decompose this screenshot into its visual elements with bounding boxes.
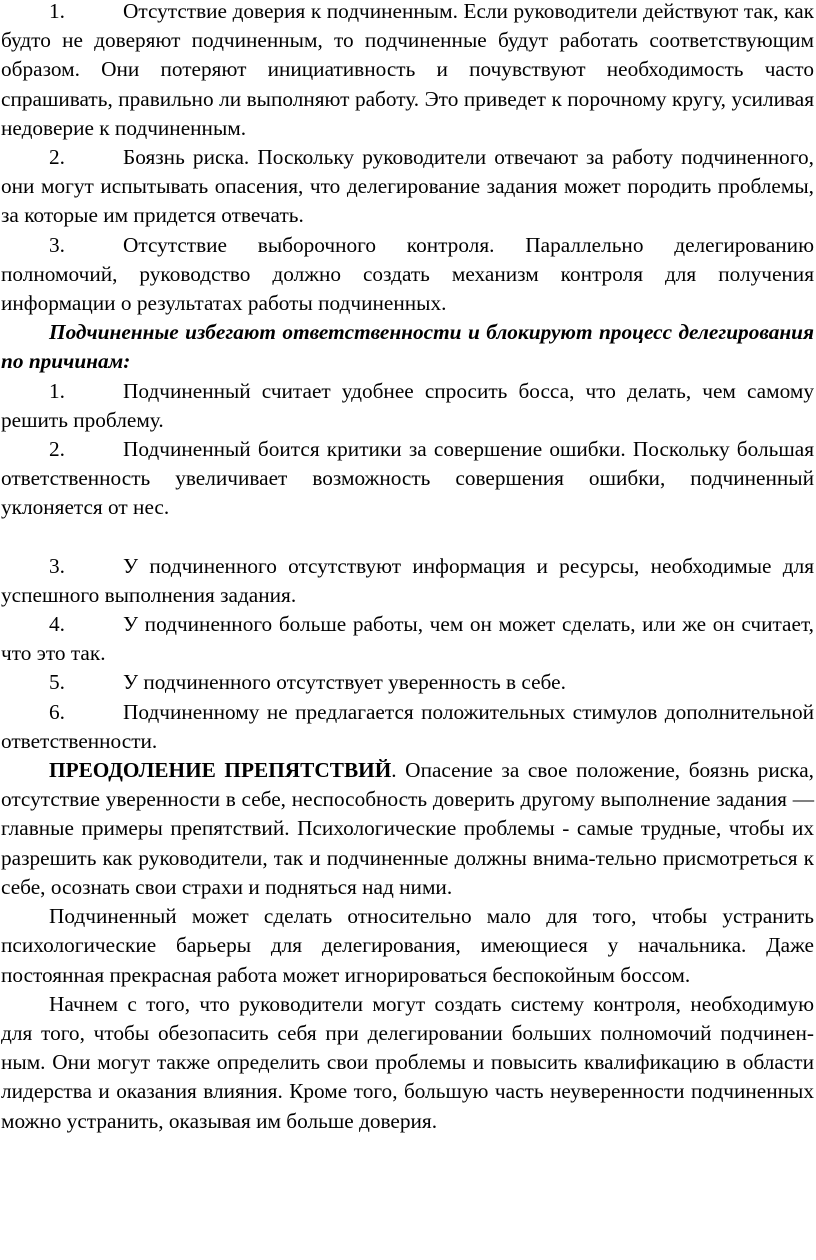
list2-item-2-number: 2. [49, 437, 65, 462]
overcoming-text: . Опасение за свое положение, боязнь риска, отсутствие уверенности в себе, неспособность доверить другому выполнение задания —главные примеры препятствий. Психологические проблемы - самые трудные, чтобы их разрешить как руководители, так и подчиненные должны внима-тельно присмотреться к себе, осознать свои страхи и подняться над ними. [1, 758, 814, 899]
overcoming-heading: ПРЕОДОЛЕНИЕ ПРЕПЯТСТВИЙ [49, 758, 392, 783]
list2-item-2 [1, 435, 814, 523]
list1-item-1 [1, 0, 814, 143]
list1-item-3-number: 3. [49, 232, 65, 257]
list1-item-3-text: Отсутствие выборочного контроля. Параллельно делегированию полномочий, руководство должно создать механизм контроля для получения информации о результатах работы подчиненных. [1, 232, 814, 316]
blank-line [1, 523, 814, 552]
start-paragraph: Начнем с того, что руководители могут создать систему контроля, необходимую для того, чтобы обезопасить себя при делегировании больших полномочий подчинен-ным. Они могут также определить свои проблемы и повысить квалификацию в области лидерства и оказания влияния. Кроме того, большую часть неуверенности подчиненных можно устранить, оказывая им больше доверия. [1, 991, 814, 1133]
list2-item-1 [1, 377, 814, 435]
list1-item-1-number: 1. [49, 0, 65, 23]
list2-item-5-text: У подчиненного отсутствует уверенность в себе. [123, 670, 566, 695]
list2-item-4-number: 4. [49, 612, 65, 637]
list2-item-3 [1, 552, 814, 610]
subheading: Подчиненные избегают ответственности и блокируют процесс делегирования по причинам: [1, 320, 814, 374]
list2-item-5-number: 5. [49, 670, 65, 695]
list2-item-6-text: Подчиненному не предлагается положительных стимулов дополнительной ответственности. [1, 699, 814, 753]
list2-item-1-number: 1. [49, 378, 65, 403]
list2-item-2-text: Подчиненный боится критики за совершение ошибки. Поскольку большая ответственность увеличивает возможность совершения ошибки, подчиненный уклоняется от нес. [1, 437, 814, 520]
list1-item-2-number: 2. [49, 145, 65, 170]
list1-item-2-text: Боязнь риска. Поскольку руководители отвечают за работу подчиненного, они могут испытывать опасения, что делегирование задания может породить проблемы, за которые им придется отвечать. [1, 145, 814, 228]
list1-item-3 [1, 231, 814, 319]
list2-item-6 [1, 698, 814, 756]
list2-item-1-text: Подчиненный считает удобнее спросить босса, что делать, чем самому решить проблему. [1, 378, 814, 432]
list1-item-2 [1, 143, 814, 231]
list2-item-4-text: У подчиненного больше работы, чем он может сделать, или же он считает, что это так. [1, 612, 814, 666]
list2-item-5 [1, 668, 814, 697]
list2-item-3-text: У подчиненного отсутствуют информация и ресурсы, необходимые для успешного выполнения задания. [1, 553, 814, 607]
list1-item-1-text: Отсутствие доверия к подчиненным. Если руководители действуют так, как будто не доверяют подчиненным, то подчиненные будут работать соответствующим образом. Они потеряют инициативность и почувствуют необходимость часто спрашивать, правильно ли выполняют работу. Это приведет к порочному кругу, усиливая недоверие к подчиненным. [1, 0, 814, 140]
list2-item-3-number: 3. [49, 553, 65, 578]
subordinate-paragraph: Подчиненный может сделать относительно мало для того, чтобы устранить психологические барьеры для делегирования, имеющиеся у начальника. Даже постоянная прекрасная работа может игнорироваться беспокойным боссом. [1, 904, 814, 987]
list2-item-6-number: 6. [49, 699, 65, 724]
overcoming-paragraph [1, 756, 814, 902]
list2-item-4 [1, 610, 814, 668]
